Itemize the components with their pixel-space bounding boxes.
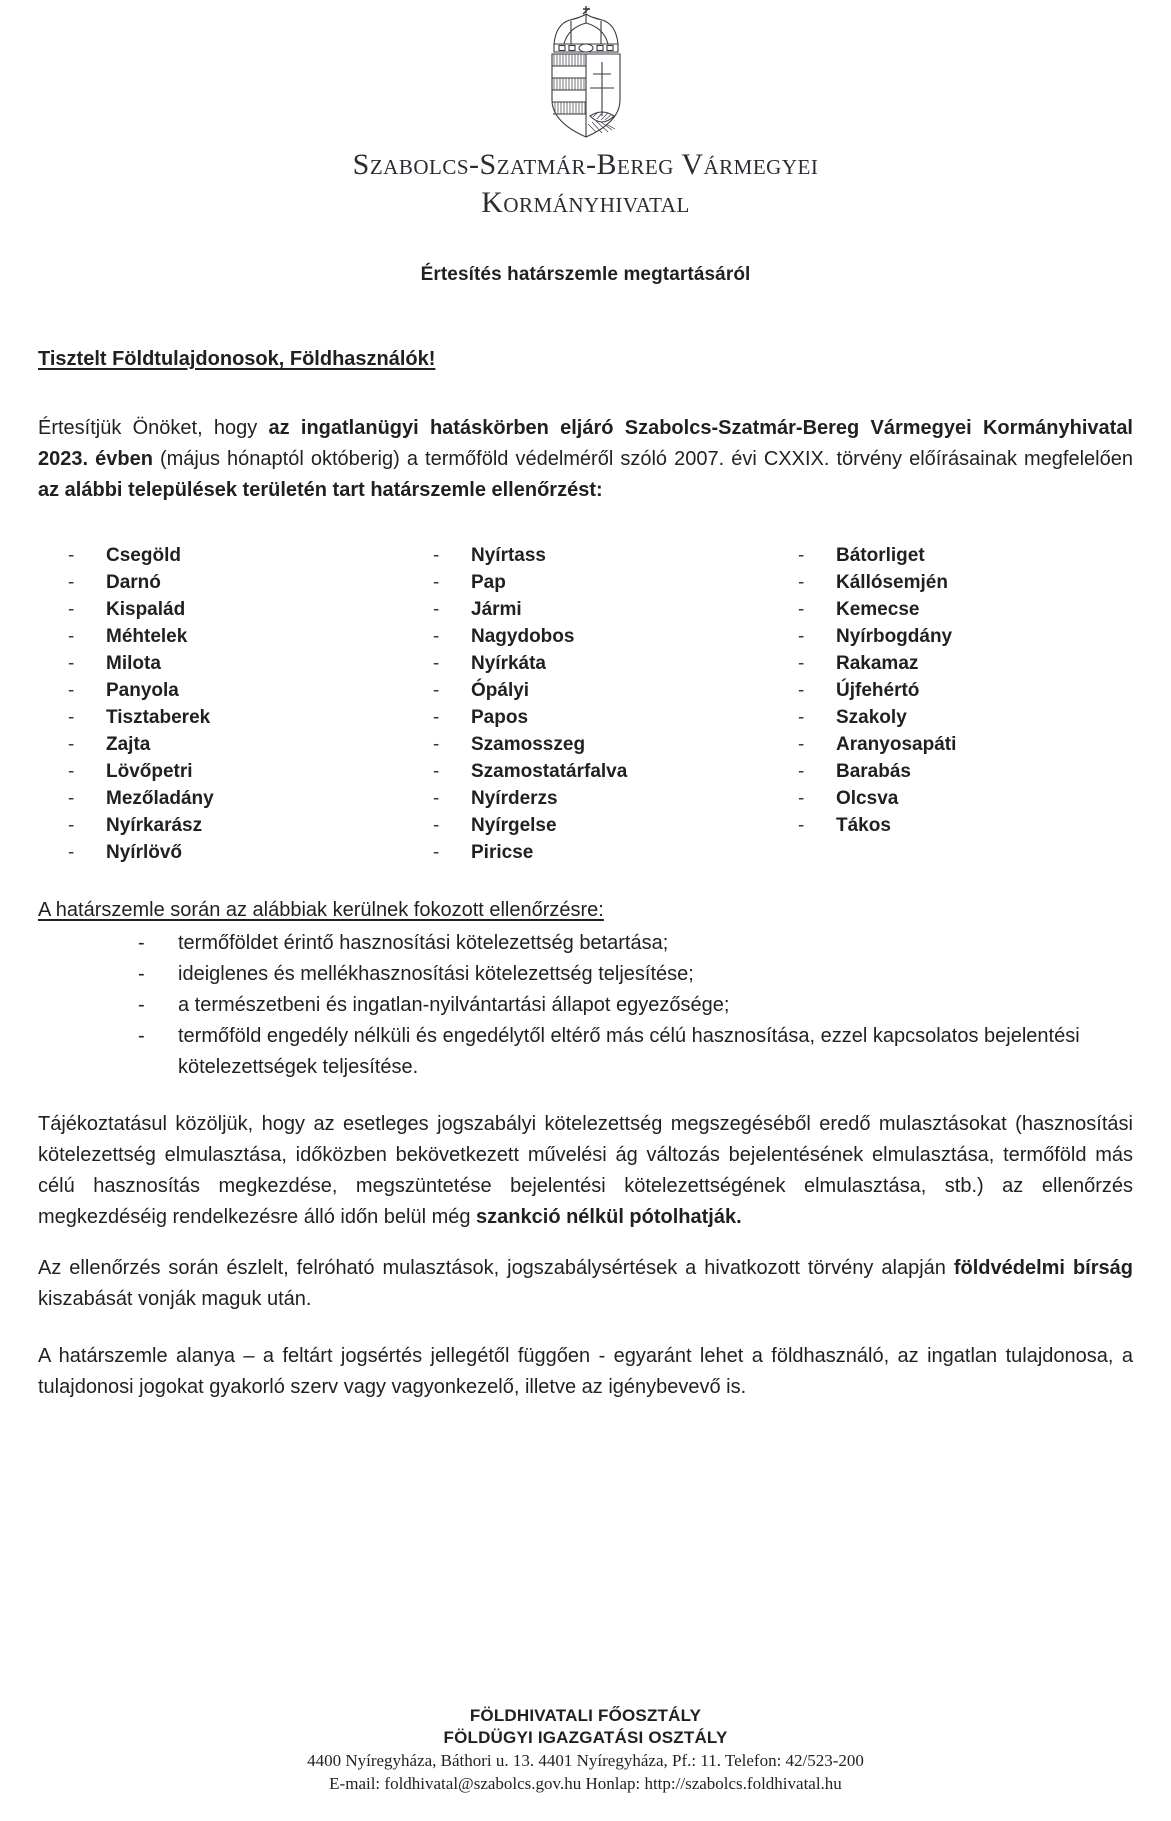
list-item	[433, 731, 734, 758]
paragraph-sanction-run-2-bold: szankció nélkül pótolhatják.	[476, 1206, 742, 1228]
checks-list	[38, 928, 1133, 1083]
list-bullet: -	[68, 599, 75, 620]
list-item	[68, 839, 401, 866]
list-item	[138, 959, 1133, 990]
paragraph-fine	[38, 1253, 1133, 1315]
office-name	[38, 146, 1133, 222]
settlement-name: Szakoly	[836, 707, 907, 728]
footer-address: 4400 Nyíregyháza, Báthori u. 13. 4401 Nyíregyháza, Pf.: 11. Telefon: 42/523-200	[307, 1751, 864, 1770]
settlement-name: Kállósemjén	[836, 572, 948, 593]
list-item	[798, 731, 1067, 758]
list-bullet: -	[138, 994, 145, 1016]
intro-run-3: (május hónaptól októberig) a termőföld védelméről szóló 2007. évi CXXIX. törvény előírásainak megfelelően	[152, 448, 1133, 470]
list-item	[433, 623, 734, 650]
list-item	[138, 928, 1133, 959]
settlement-name: Szamostatárfalva	[471, 761, 628, 782]
settlement-list	[38, 542, 1133, 866]
settlement-name: Mezőladány	[106, 788, 214, 809]
list-bullet: -	[433, 626, 440, 647]
list-item	[798, 596, 1067, 623]
list-bullet: -	[798, 788, 805, 809]
footer-department: FÖLDHIVATALI FŐOSZTÁLY	[469, 1706, 702, 1725]
settlement-name: Panyola	[106, 680, 179, 701]
list-item	[68, 596, 401, 623]
settlement-name: Nyírtass	[471, 545, 546, 566]
settlement-name: Kispalád	[106, 599, 186, 620]
list-item	[798, 677, 1067, 704]
settlement-name: Újfehértó	[836, 680, 920, 701]
paragraph-sanction-run-1: Tájékoztatásul közöljük, hogy az esetleges jogszabályi kötelezettség megszegéséből eredő mulasztásokat (hasznosítási kötelezettség elmulasztása, időközben bekövetkezett művelési ág változás bejelentésének elmulasztása, termőföld más célú hasznosítás megkezdése, megszüntetése bejelentési kötelezettségének elmulasztása, stb.) az ellenőrzés megkezdéséig rendelkezésre álló időn belül még	[38, 1113, 1133, 1228]
list-bullet: -	[798, 545, 805, 566]
settlement-name: Nyírderzs	[471, 788, 558, 809]
list-bullet: -	[68, 545, 75, 566]
settlement-name: Jármi	[471, 599, 522, 620]
settlement-name: Rakamaz	[836, 653, 919, 674]
office-name-line-1: Szabolcs-Szatmár-Bereg Vármegyei	[352, 148, 819, 181]
settlement-name: Lövőpetri	[106, 761, 193, 782]
list-bullet: -	[798, 815, 805, 836]
settlement-name: Tisztaberek	[106, 707, 211, 728]
paragraph-subject: A határszemle alanya – a feltárt jogsértés jellegétől függően - egyaránt lehet a földhasználó, az ingatlan tulajdonosa, a tulajdonosi jogokat gyakorló szerv vagy vagyonkezelő, illetve az igénybevevő is.	[38, 1345, 1133, 1398]
settlement-name: Aranyosapáti	[836, 734, 957, 755]
list-bullet: -	[433, 572, 440, 593]
settlement-name: Papos	[471, 707, 529, 728]
list-bullet: -	[68, 653, 75, 674]
list-item	[68, 704, 401, 731]
intro-run-1: Értesítjük Önöket, hogy	[38, 417, 269, 439]
intro-paragraph	[38, 413, 1133, 506]
list-item	[798, 623, 1067, 650]
list-item	[798, 704, 1067, 731]
list-item	[68, 731, 401, 758]
list-bullet: -	[798, 680, 805, 701]
list-item	[68, 785, 401, 812]
list-item	[433, 839, 734, 866]
list-bullet: -	[68, 842, 75, 863]
list-item	[433, 812, 734, 839]
settlement-name: Szamosszeg	[471, 734, 586, 755]
list-bullet: -	[798, 572, 805, 593]
list-bullet: -	[68, 815, 75, 836]
settlement-name: Csegöld	[106, 545, 181, 566]
settlement-name: Piricse	[471, 842, 534, 863]
list-item	[68, 812, 401, 839]
list-bullet: -	[433, 707, 440, 728]
list-item	[433, 758, 734, 785]
settlement-name: Nagydobos	[471, 626, 575, 647]
settlement-name: Nyírgelse	[471, 815, 557, 836]
footer-contact: E-mail: foldhivatal@szabolcs.gov.hu Honlap: http://szabolcs.foldhivatal.hu	[329, 1774, 842, 1793]
footer-division: FÖLDÜGYI IGAZGATÁSI OSZTÁLY	[443, 1728, 728, 1747]
list-bullet: -	[433, 842, 440, 863]
document-title: Értesítés határszemle megtartásáról	[420, 264, 751, 285]
settlement-name: Barabás	[836, 761, 911, 782]
settlement-name: Milota	[106, 653, 161, 674]
settlement-name: Zajta	[106, 734, 151, 755]
paragraph-fine-run-3: kiszabását vonják maguk után.	[38, 1288, 312, 1310]
checks-heading: A határszemle során az alábbiak kerülnek fokozott ellenőrzésre:	[38, 899, 604, 921]
list-item	[798, 785, 1067, 812]
list-item	[138, 990, 1133, 1021]
checks-heading-row	[38, 866, 1133, 924]
list-bullet: -	[68, 788, 75, 809]
settlement-name: Nyírkarász	[106, 815, 203, 836]
settlement-name: Nyírbogdány	[836, 626, 953, 647]
check-text: a természetbeni és ingatlan-nyilvántartási állapot egyezősége;	[178, 994, 730, 1016]
hungarian-coat-of-arms-icon	[538, 4, 634, 140]
list-item	[798, 812, 1067, 839]
list-item	[433, 677, 734, 704]
settlement-name: Pap	[471, 572, 506, 593]
list-bullet: -	[433, 761, 440, 782]
settlement-name: Nyírkáta	[471, 653, 546, 674]
list-item	[433, 785, 734, 812]
list-item	[433, 596, 734, 623]
list-bullet: -	[138, 932, 145, 954]
list-bullet: -	[68, 626, 75, 647]
settlement-column-3	[734, 542, 1067, 866]
office-name-line-2: Kormányhivatal	[481, 186, 690, 219]
paragraph-fine-run-1: Az ellenőrzés során észlelt, felróható mulasztások, jogszabálysértések a hivatkozott törvény alapján	[38, 1257, 954, 1279]
list-bullet: -	[433, 734, 440, 755]
list-item	[68, 758, 401, 785]
list-bullet: -	[68, 761, 75, 782]
salutation-row	[38, 286, 1133, 371]
list-item	[68, 650, 401, 677]
list-item	[433, 569, 734, 596]
list-item	[798, 542, 1067, 569]
list-item	[798, 650, 1067, 677]
settlement-column-2	[401, 542, 734, 866]
list-item	[68, 569, 401, 596]
list-item	[798, 569, 1067, 596]
check-text: termőföldet érintő hasznosítási kötelezettség betartása;	[178, 932, 669, 954]
settlement-name: Darnó	[106, 572, 161, 593]
list-bullet: -	[433, 599, 440, 620]
paragraph-sanction	[38, 1109, 1133, 1233]
list-item	[433, 650, 734, 677]
settlement-name: Kemecse	[836, 599, 920, 620]
intro-run-2-bold: az ingatlanügyi hatáskörben eljáró Szabolcs-Szatmár-Bereg Vármegyei Kormányhivatal 2023. évben	[38, 417, 1133, 470]
settlement-name: Ópályi	[471, 680, 530, 701]
list-item	[433, 704, 734, 731]
list-bullet: -	[798, 734, 805, 755]
list-bullet: -	[68, 734, 75, 755]
salutation: Tisztelt Földtulajdonosok, Földhasználók!	[38, 348, 436, 370]
list-bullet: -	[798, 599, 805, 620]
list-item	[68, 677, 401, 704]
settlement-column-1	[68, 542, 401, 866]
paragraph-fine-run-2-bold: földvédelmi bírság	[953, 1257, 1133, 1279]
list-item	[798, 758, 1067, 785]
check-text: termőföld engedély nélküli és engedélytől eltérő más célú hasznosítása, ezzel kapcsolatos bejelentési kötelezettségek teljesítése.	[178, 1025, 1080, 1078]
list-bullet: -	[433, 815, 440, 836]
list-bullet: -	[798, 761, 805, 782]
list-bullet: -	[68, 680, 75, 701]
list-item	[68, 623, 401, 650]
settlement-name: Bátorliget	[836, 545, 925, 566]
settlement-name: Olcsva	[836, 788, 899, 809]
list-item	[433, 542, 734, 569]
list-bullet: -	[798, 653, 805, 674]
list-bullet: -	[433, 545, 440, 566]
settlement-name: Tákos	[836, 815, 891, 836]
settlement-name: Méhtelek	[106, 626, 188, 647]
check-text: ideiglenes és mellékhasznosítási kötelezettség teljesítése;	[178, 963, 694, 985]
list-bullet: -	[138, 1025, 145, 1047]
settlement-name: Nyírlövő	[106, 842, 183, 863]
list-bullet: -	[68, 707, 75, 728]
list-bullet: -	[798, 626, 805, 647]
intro-run-4-bold: az alábbi települések területén tart határszemle ellenőrzést:	[38, 479, 603, 501]
list-bullet: -	[433, 653, 440, 674]
list-bullet: -	[68, 572, 75, 593]
list-bullet: -	[433, 680, 440, 701]
list-bullet: -	[433, 788, 440, 809]
footer	[0, 1705, 1171, 1795]
list-item	[68, 542, 401, 569]
list-item	[138, 1021, 1133, 1083]
list-bullet: -	[138, 963, 145, 985]
emblem-container	[38, 0, 1133, 140]
list-bullet: -	[798, 707, 805, 728]
